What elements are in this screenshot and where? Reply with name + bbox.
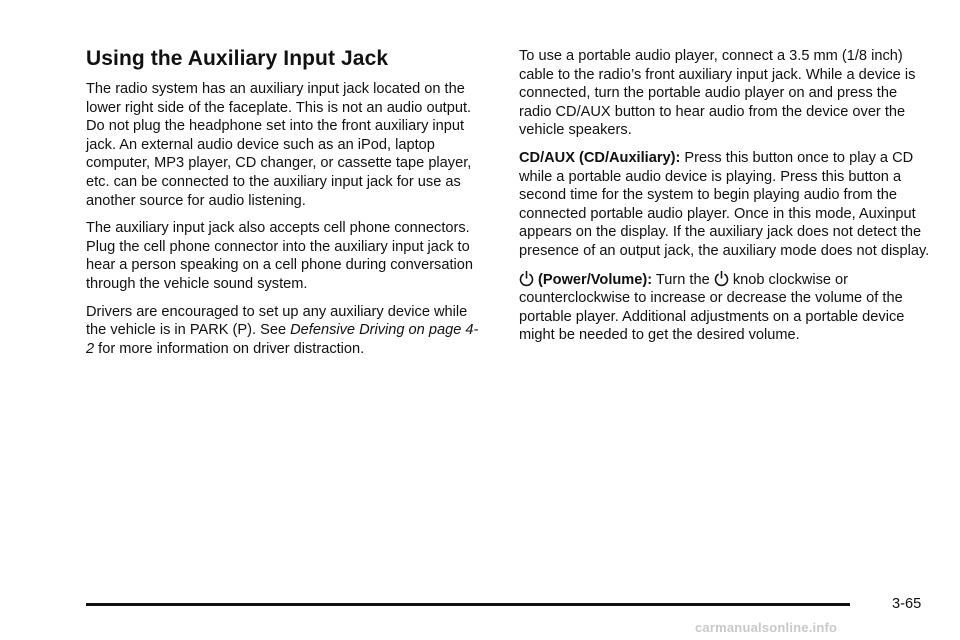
cd-aux-description: Press this button once to play a CD while a portable audio device is playing. Press this button a second time for the system to begin playing audio from the connected portable audio player. Once in this mode, Auxinput appears on the display. If the auxiliary jack does not detect the presence of an output jack, the auxiliary mode does not display.	[519, 149, 930, 259]
driver-text-end: for more information on driver distraction.	[94, 340, 365, 357]
paragraph-driver-distraction	[86, 303, 486, 359]
paragraph-power-volume	[519, 270, 931, 345]
power-text-b: knob clockwise or counterclockwise to increase or decrease the volume of the portable player. Additional adjustments on a portable device might be needed to get the desired volume.	[519, 271, 905, 344]
power-icon	[519, 270, 534, 287]
page-number: 3-65	[892, 596, 922, 612]
left-column	[86, 80, 486, 367]
power-text-a: Turn the	[652, 271, 714, 288]
watermark: carmanualsonline.info	[695, 620, 838, 635]
power-volume-term: (Power/Volume):	[534, 271, 653, 288]
footer-rule	[86, 603, 850, 606]
driver-text-start: Drivers are encouraged to set up any auxiliary device while the vehicle is in PARK (P). See	[86, 303, 468, 339]
paragraph-cd-aux	[519, 149, 931, 261]
power-icon	[714, 270, 729, 287]
paragraph-aux-intro: The radio system has an auxiliary input jack located on the lower right side of the faceplate. This is not an audio output. Do not plug the headphone set into the front auxiliary input jack. An external audio device such as an iPod, laptop computer, MP3 player, CD changer, or cassette tape player, etc. can be connected to the auxiliary input jack for use as another source for audio listening.	[86, 81, 472, 209]
cd-aux-term: CD/AUX (CD/Auxiliary):	[519, 149, 681, 166]
paragraph-cell-phone: The auxiliary input jack also accepts cell phone connectors. Plug the cell phone connector into the auxiliary input jack to hear a person speaking on a cell phone during conversation through the vehicle sound system.	[86, 220, 473, 292]
defensive-driving-link[interactable]: Defensive Driving on page 4-2	[86, 322, 479, 357]
right-column	[519, 47, 931, 354]
paragraph-portable-player: To use a portable audio player, connect a 3.5 mm (1/8 inch) cable to the radio’s front auxiliary input jack. While a device is connected, turn the portable audio player on and press the radio CD/AUX button to hear audio from the device over the vehicle speakers.	[519, 48, 916, 139]
section-heading: Using the Auxiliary Input Jack	[86, 47, 389, 70]
